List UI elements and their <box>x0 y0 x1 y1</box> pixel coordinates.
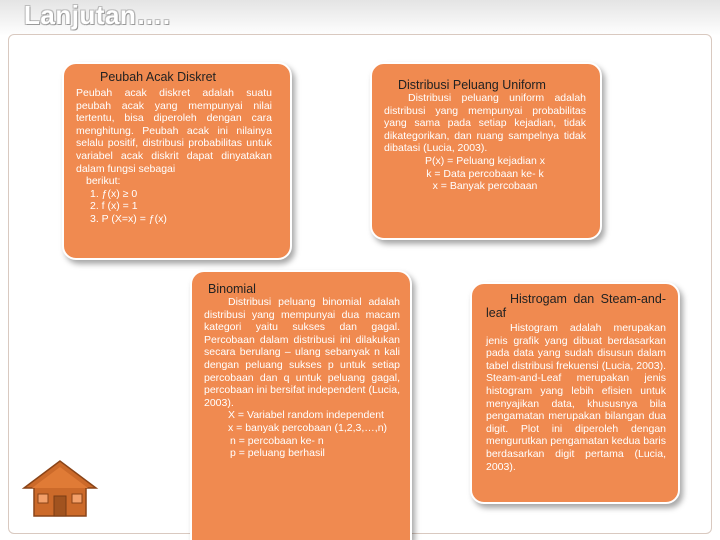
uniform-paragraph: Distribusi peluang uniform adalah distribusi yang mempunyai probabilitas yang sama pada setiap kejadian, tidak dikategorikan, dan ruang sampelnya tidak dibatasi (Lucia, 2003). <box>384 92 586 155</box>
uniform-heading: Distribusi Peluang Uniform <box>398 78 546 92</box>
uniform-formula-3: x = Banyak percobaan <box>432 180 538 193</box>
slide-title: Lanjutan…. <box>24 0 171 30</box>
binomial-variable-1: X = Variabel random independent <box>228 409 384 422</box>
house-icon[interactable] <box>20 458 100 520</box>
distribusi-uniform-box <box>370 62 602 240</box>
histrogam-heading: Histrogam dan Steam-and-leaf <box>486 292 666 320</box>
peubah-item-1: 1. ƒ(x) ≥ 0 <box>90 187 138 200</box>
uniform-formula-2: k = Data percobaan ke- k <box>426 167 544 180</box>
histrogam-box <box>470 282 680 504</box>
peubah-lead: berikut: <box>86 175 121 188</box>
binomial-def-1: n = percobaan ke- n <box>230 434 324 447</box>
binomial-box <box>190 270 412 540</box>
binomial-heading: Binomial <box>208 282 256 296</box>
binomial-variable-2: x = banyak percobaan (1,2,3,…,n) <box>228 421 388 434</box>
peubah-heading: Peubah Acak Diskret <box>100 70 217 84</box>
binomial-def-2: p = peluang berhasil <box>230 447 325 460</box>
histrogam-paragraph: Histogram adalah merupakan jenis grafik yang dibuat berdasarkan pada data yang sudah disusun dalam tabel distribusi frekuensi (Lucia, 2003). Steam-and-Leaf merupakan jenis histogram yang lebih efisien untuk menyajikan data, khususnya bila pengamatan merupakan bilangan dua digit. Plot ini diperoleh dengan mengurutkan pengamatan kedua baris berdasarkan digit pertama (Lucia, 2003). <box>486 322 666 473</box>
peubah-item-3: 3. P (X=x) = ƒ(x) <box>90 212 167 225</box>
peubah-paragraph: Peubah acak diskret adalah suatu peubah acak yang mempunyai nilai tertentu, bisa diperoleh dengan cara menghitung. Peubah acak ini nilainya selalu positif, distribusi probabilitas untuk variabel acak diskrit dapat dinyatakan dalam fungsi sebagai <box>76 87 272 175</box>
peubah-item-2: 2. f (x) = 1 <box>90 200 138 213</box>
peubah-acak-diskret-box <box>62 62 292 260</box>
uniform-formula-1: P(x) = Peluang kejadian x <box>425 154 545 167</box>
binomial-paragraph: Distribusi peluang binomial adalah distribusi yang mempunyai dua macam kategori yaitu sukses dan gagal. Percobaan dalam distribusi ini dilakukan secara berulang – ulang sebanyak n kali dengan peluang sukses p untuk setiap percobaan dan q untuk peluang gagal, percobaan ini bersifat independent (Lucia, 2003). <box>204 296 400 409</box>
